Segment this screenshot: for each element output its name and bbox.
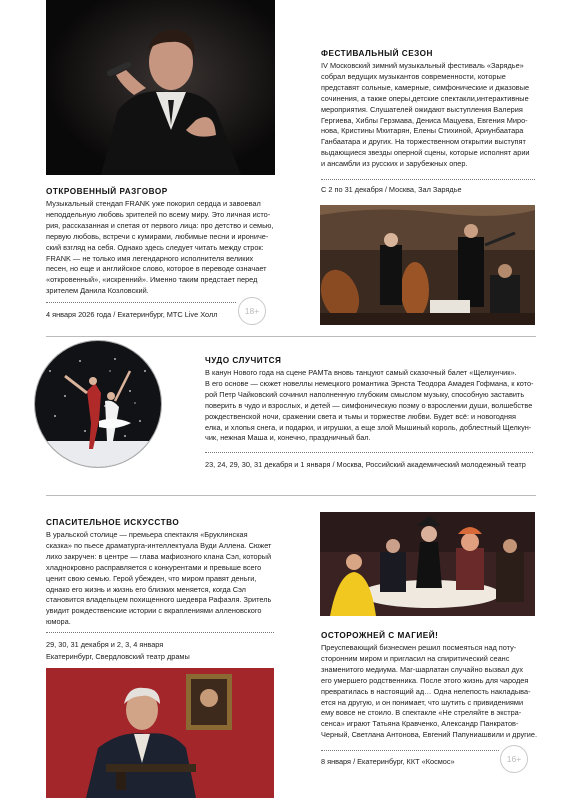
festival-line: собрал ведущих музыкантов современности, которые <box>321 71 506 81</box>
art-line: юмора. <box>46 617 71 627</box>
festival-line: мероприятия. Слушателей ожидают выступления Валерия <box>321 104 523 114</box>
art-line: сказка» по пьесе драматурга-интеллектуала Вуди Аллена. Сюжет <box>46 540 272 550</box>
magic-line: его умершего родственника. После этого жизнь для чародея <box>321 675 529 685</box>
nutcracker-line: В его основе — сюжет новеллы немецкого романтика Эрнста Теодора Амадея Гофмана, к кото- <box>205 378 534 388</box>
nutcracker-divider <box>205 452 533 453</box>
art-line: хладнокровно расправляется с конкурентами и превыше всего <box>46 562 262 572</box>
festival-line: IV Московский зимний музыкальный фестиваль «Зарядье» <box>321 61 524 70</box>
magic-line: ется на другую, и он понимает, что шутить с привидениями <box>321 697 524 707</box>
frank-body <box>46 199 286 297</box>
frank-line: ский взгляд на себя. Однако здесь следует читать между строк: <box>46 242 264 252</box>
frank-line: «откровенный», «искренний». Именно таким предстает перед <box>46 275 258 285</box>
festival-divider <box>321 179 535 180</box>
nutcracker-line: елка, и хлопья снега, и подарки, и игрушки, а еще злой Мышиный король, доблестный Щелкун- <box>205 422 532 432</box>
frank-photo <box>46 0 275 175</box>
frank-line: Музыкальный стендап FRANK уже покорил сердца и завоевал <box>46 199 261 208</box>
magic-line: Преуспевающий бизнесмен решил посмеяться над поту- <box>321 643 517 652</box>
festival-line: выдающиеся звезды оперной сцены, которые исполнят арии <box>321 148 530 158</box>
festival-line: представят сольные, камерные, симфонические и джазовые <box>321 82 530 92</box>
magic-line: превратилась в настоящий ад… Одна нелепость накладыва- <box>321 686 531 696</box>
frank-line: рия, рассказанная и спетая от первого лица: про детство и семью, <box>46 220 274 230</box>
art-title: СПАСИТЕЛЬНОЕ ИСКУССТВО <box>46 518 180 527</box>
nutcracker-line: рождественской ночи, сражении света и тьмы и торжестве любви. Будет всё: и новогодняя <box>205 411 516 421</box>
frank-line: неподдельную любовь зрителей по всему миру. Это личная исто- <box>46 209 271 219</box>
art-divider <box>46 632 274 633</box>
magic-body <box>321 643 555 741</box>
art-body <box>46 530 286 628</box>
nutcracker-body <box>205 368 545 444</box>
magic-line: знаменитого медиума. Маг-шарлатан случайно вызвал дух <box>321 664 524 674</box>
art-event-dates: 29, 30, 31 декабря и 2, 3, 4 января <box>46 640 164 649</box>
frank-divider <box>46 302 236 303</box>
frank-line: песен, но еще и английское слово, которое в переводе означает <box>46 264 267 274</box>
festival-line: Гергиева, Хиблы Герзмава, Дениса Мацуева, Евгения Миро- <box>321 115 528 125</box>
nutcracker-line: рой Петр Чайковский сочинил наполненную глубоким смыслом музыку, способную заставить <box>205 389 525 399</box>
section-divider-bottom <box>46 495 536 496</box>
magic-line: Черный, Светлана Антонова, Евгений Папуниашвили и другие. <box>321 730 538 740</box>
frank-event-info: 4 января 2026 года / Екатеринбург, МТС Live Холл <box>46 310 218 319</box>
nutcracker-event-info: 23, 24, 29, 30, 31 декабря и 1 января / Москва, Российский академический молодежный театр <box>205 460 526 469</box>
frank-line: FRANK — не только имя легендарного исполнителя великих <box>46 253 254 263</box>
nutcracker-line: В канун Нового года на сцене РАМТа вновь танцуют самый сказочный балет «Щелкунчик». <box>205 368 517 377</box>
festival-title: ФЕСТИВАЛЬНЫЙ СЕЗОН <box>321 49 433 58</box>
festival-line: сочинения, а также оперы,детские спектакли,интерактивные <box>321 93 529 103</box>
magic-line: сторонним миром и пригласил на спиритический сеанс <box>321 653 510 663</box>
festival-line: нова, Кристины Мхитарян, Елены Стихиной, Ариунбаатара <box>321 126 524 136</box>
festival-line: Ганбаатара и других. На торжественном открытии выступят <box>321 137 526 147</box>
festival-event-info: С 2 по 31 декабря / Москва, Зал Зарядье <box>321 185 462 194</box>
section-divider-top <box>46 336 536 337</box>
magic-line: сенса» играют Татьяна Кравченко, Александр Панкратов- <box>321 719 519 729</box>
art-line: увидит рождественские истории с вкраплениями алленовского <box>46 606 262 616</box>
art-line: лихо закручен: в центре — глава мафиозного клана Сэл, который <box>46 551 272 561</box>
nutcracker-line: поверить в чудо и взрослых, и детей — симфоническую поэму о взрослении души, волшебстве <box>205 400 533 410</box>
magic-divider <box>321 750 499 751</box>
magic-age-badge: 16+ <box>500 745 528 773</box>
nutcracker-line: чик, нежная Маша и, конечно, праздничный бал. <box>205 433 371 443</box>
brooklyn-tale-photo <box>46 668 274 798</box>
art-event-venue: Екатеринбург, Свердловский театр драмы <box>46 652 190 661</box>
magic-line: ему вовсе не стоило. В спектакле «Не стреляйте в экстра- <box>321 708 522 718</box>
magic-title: ОСТОРОЖНЕЙ С МАГИЕЙ! <box>321 631 439 640</box>
festival-body <box>321 61 551 170</box>
frank-line: первую любовь, встречи с кумирами, любимые песни и ирониче- <box>46 231 269 241</box>
frank-title: ОТКРОВЕННЫЙ РАЗГОВОР <box>46 187 168 196</box>
art-line: В уральской столице — премьера спектакля «Бруклинская <box>46 530 248 539</box>
frank-line: зрителем Данила Козловский. <box>46 286 149 296</box>
nutcracker-title: ЧУДО СЛУЧИТСЯ <box>205 356 282 365</box>
seance-photo <box>320 512 535 616</box>
festival-line: и ансамбли из русских и зарубежных опер. <box>321 159 468 169</box>
frank-age-badge: 18+ <box>238 297 266 325</box>
art-line: становится владельцем похищенного шедевра Рафаэля. Зритель <box>46 595 272 605</box>
orchestra-photo <box>320 205 535 325</box>
nutcracker-photo <box>34 340 162 468</box>
art-line: однако его жизнь и жизнь его близких меняется, когда Сэл <box>46 584 246 594</box>
magic-event-info: 8 января / Екатеринбург, ККТ «Космос» <box>321 757 455 766</box>
art-line: ценит свою семью. Герой убежден, что миром правят деньги, <box>46 573 257 583</box>
